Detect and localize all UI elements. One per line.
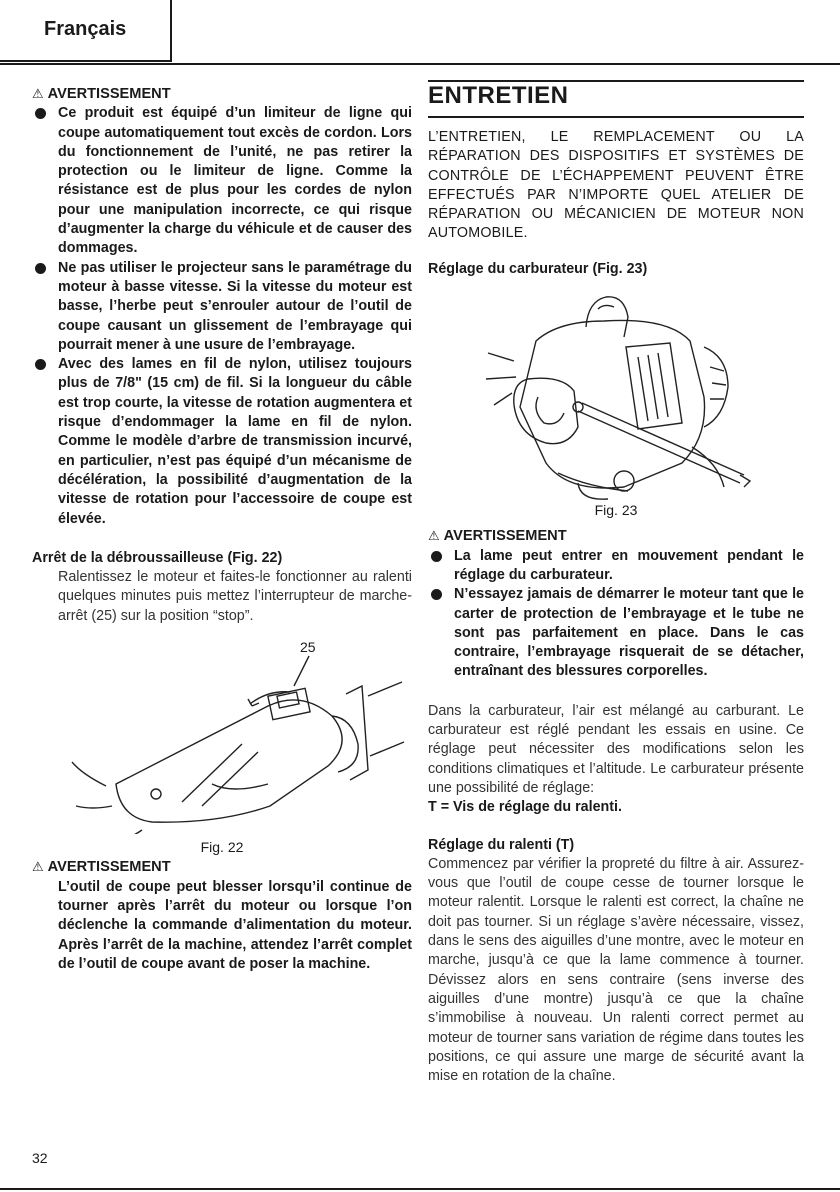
warning-heading — [32, 857, 412, 877]
warning-triangle-icon: ⚠ — [32, 859, 44, 875]
warning-item: Ce produit est équipé d’un limiteur de ligne qui coupe automatiquement tout excès de cordon. Lors du fonctionnement de l’unité, ne pas retirer la protection ou le limiteur de ligne. Comme la résistance est de plus pour les cordes de nylon pour une manipulation incorrecte, ce qui risque d’augmenter la charge du véhicule et de causer des dommages. — [32, 104, 412, 258]
warning-item: N’essayez jamais de démarrer le moteur tant que le carter de protection de l’embrayage et le tube ne sont pas parfaitement en place. Dans le cas contraire, l’embrayage risquerait de se détacher, entraînant des blessures corporelles. — [428, 585, 804, 681]
figure-23 — [428, 287, 804, 501]
page-number: 32 — [32, 1150, 48, 1166]
stop-text: Ralentissez le moteur et faites-le fonctionner au ralenti quelques minutes puis mettez l’interrupteur de marche-arrêt (25) sur la position “stop”. — [58, 569, 412, 624]
section-title: ENTRETIEN — [428, 80, 804, 118]
carburetor-text: Dans la carburateur, l’air est mélangé au carburant. Le carburateur est réglé pendant les essais en usine. Ce réglage peut nécessiter des modifications selon les conditions climatiques et l’altitude. Le carburateur présente une possibilité de réglage: — [428, 702, 804, 796]
warning-item: Avec des lames en fil de nylon, utilisez toujours plus de 7/8" (15 cm) de fil. Si la longueur du câble est trop courte, la vitesse de rotation augmentera et risque d’endommager la lame en fil de nylon. Comme le modèle d’arbre de transmission incurvé, en particulier, n’est pas équipé d’un mécanisme de décélération, la possibilité d’augmentation de la vitesse de rotation pour l’accessoire de coupe est élevée. — [32, 355, 412, 529]
stop-heading: Arrêt de la débroussailleuse (Fig. 22) — [32, 549, 283, 566]
warning-triangle-icon: ⚠ — [428, 528, 440, 544]
warning-heading — [32, 84, 412, 104]
warning-list — [428, 547, 804, 682]
carburetor-heading: Réglage du carburateur (Fig. 23) — [428, 260, 648, 277]
carburetor-adjustment-illustration — [428, 287, 804, 501]
warning-item: La lame peut entrer en mouvement pendant le réglage du carburateur. — [428, 547, 804, 586]
language-tab — [0, 0, 172, 62]
warning-triangle-icon: ⚠ — [32, 86, 44, 101]
language-label: Français — [44, 18, 127, 40]
idle-heading: Réglage du ralenti (T) — [428, 836, 575, 853]
figure-22-callout: 25 — [300, 639, 316, 656]
warning-item: Ne pas utiliser le projecteur sans le paramétrage du moteur à basse vitesse. Si la vitesse du moteur est basse, l’herbe peut s’enrouler autour de l’outil de coupe causant un glissement de l’embrayage qui pourrait mener à une usure de l’embrayage. — [32, 259, 412, 355]
warning-heading — [428, 526, 804, 546]
carburetor-screw-label: T = Vis de réglage du ralenti. — [428, 799, 622, 816]
footer-rule — [0, 1188, 840, 1190]
figure-22-caption: Fig. 22 — [200, 839, 244, 856]
warning-title: AVERTISSEMENT — [47, 86, 171, 102]
idle-text: Commencez par vérifier la propreté du filtre à air. Assurez-vous que l’outil de coupe cesse de tourner lorsque le moteur ralentit. Lorsque le ralenti est correct, la chaîne ne doit pas tourner. Si un réglage s’avère nécessaire, vissez, dans le sens des aiguilles d’une montre, avec le moteur en marche, jusqu’à ce que la lame commence à tourner. Dévissez alors en sens contraire (sens inverse des aiguilles d’une montre) jusqu’à ce que la chaîne s’immobilise à nouveau. Un ralenti correct permet au moteur de tourner sans variation de régime dans toutes les positions, ce qui assure une marge de sécurité avant la mise en rotation de la chaîne. — [428, 855, 804, 1085]
right-column — [428, 80, 804, 1086]
figure-23-caption: Fig. 23 — [594, 502, 638, 519]
trimmer-handle-illustration — [32, 634, 412, 834]
warning-title: AVERTISSEMENT — [47, 859, 171, 876]
warning-title: AVERTISSEMENT — [443, 528, 567, 545]
figure-22 — [32, 634, 412, 834]
warning-text: L’outil de coupe peut blesser lorsqu’il continue de tourner après l’arrêt du moteur ou lorsque l’on déclenche la commande d’alimentation du moteur. Après l’arrêt de la machine, attendez l’arrêt complet de l’outil de coupe avant de poser la machine. — [58, 878, 412, 972]
left-column — [32, 84, 412, 974]
header-rule — [0, 63, 840, 65]
warning-list — [32, 104, 412, 529]
maintenance-intro: L’ENTRETIEN, LE REMPLACEMENT OU LA RÉPARATION DES DISPOSITIFS ET SYSTÈMES DE CONTRÔLE DE L’ÉCHAPPEMENT PEUVENT ÊTRE EFFECTUÉS PAR N’IMPORTE QUEL ATELIER DE RÉPARATION OU MÉCANICIEN DE MOTEUR NON AUTOMOBILE. — [428, 129, 804, 242]
